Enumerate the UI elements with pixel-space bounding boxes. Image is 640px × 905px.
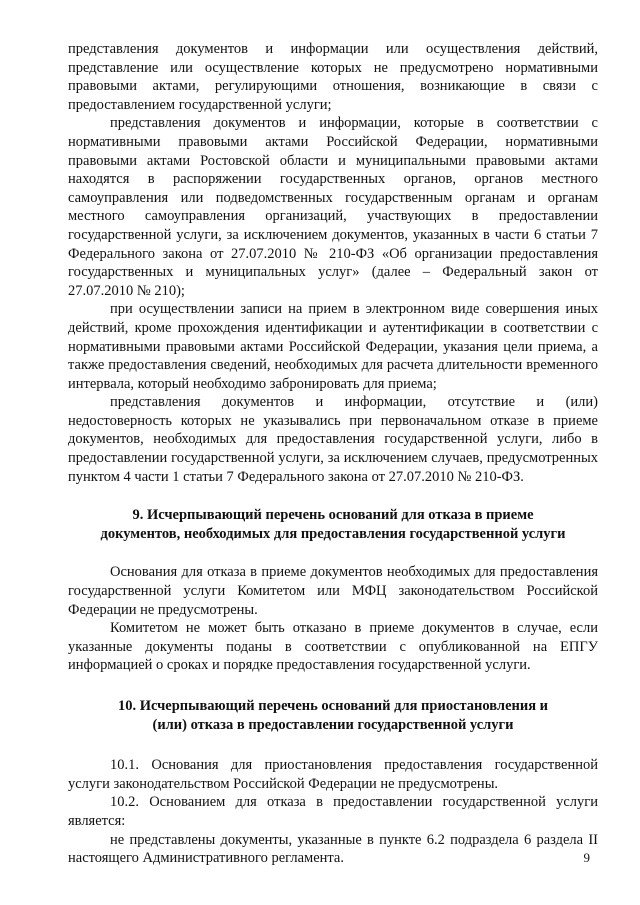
page-number: 9 (583, 850, 590, 865)
paragraph: не представлены документы, указанные в пункте 6.2 подраздела 6 раздела II настоящего Административного регламента. (68, 831, 598, 867)
heading-line: 10. Исчерпывающий перечень оснований для приостановления и (117, 698, 549, 714)
heading-line: 9. Исчерпывающий перечень оснований для отказа в приеме (132, 507, 534, 524)
page-body (68, 40, 598, 868)
section-9-heading (68, 506, 598, 543)
paragraph: представления документов и информации, которые в соответствии с нормативными правовыми актами Российской Федерации, нормативными правовыми актами Ростовской области и муниципальными правовыми актами находятся в распоряжении государственных органов, органов местного самоуправления или подведомственных государственным органам и органам местного самоуправления организаций, участвующих в предоставлении государственной услуги, за исключением документов, указанных в части 6 статьи 7 Федерального закона от 27.07.2010 № 210-ФЗ «Об организации предоставления государственных и муниципальных услуг» (далее – Федеральный закон от 27.07.2010 № 210); (68, 115, 598, 299)
heading-line: документов, необходимых для предоставления государственной услуги (100, 525, 566, 542)
section-10-heading (68, 697, 598, 734)
paragraph: Основания для отказа в приеме документов необходимых для предоставления государственной услуги Комитетом или МФЦ законодательством Российской Федерации не предусмотрены. (68, 564, 598, 618)
paragraph: представления документов и информации, отсутствие и (или) недостоверность которых не указывались при первоначальном отказе в приеме документов, необходимых для предоставления государственной услуги, либо в предоставлении государственной услуги, за исключением случаев, предусмотренных пунктом 4 части 1 статьи 7 Федерального закона от 27.07.2010 № 210-ФЗ. (68, 394, 598, 485)
paragraph: Комитетом не может быть отказано в приеме документов в случае, если указанные документы поданы в соответствии с опубликованной на ЕПГУ информацией о сроках и порядке предоставления государственной услуги. (68, 620, 598, 674)
paragraph: 10.2. Основанием для отказа в предоставлении государственной услуги является: (68, 794, 598, 829)
paragraph: 10.1. Основания для приостановления предоставления государственной услуги законодательством Российской Федерации не предусмотрены. (68, 757, 598, 792)
paragraph: представления документов и информации или осуществления действий, представление или осуществление которых не предусмотрено нормативными правовыми актами, регулирующими отношения, возникающие в связи с предоставлением государственной услуги; (68, 41, 598, 113)
paragraph: при осуществлении записи на прием в электронном виде совершения иных действий, кроме прохождения идентификации и аутентификации в соответствии с нормативными правовыми актами Российской Федерации, указания цели приема, а также предоставления сведений, необходимых для расчета длительности временного интервала, который необходимо забронировать для приема; (68, 301, 598, 392)
heading-line: (или) отказа в предоставлении государственной услуги (152, 716, 514, 733)
